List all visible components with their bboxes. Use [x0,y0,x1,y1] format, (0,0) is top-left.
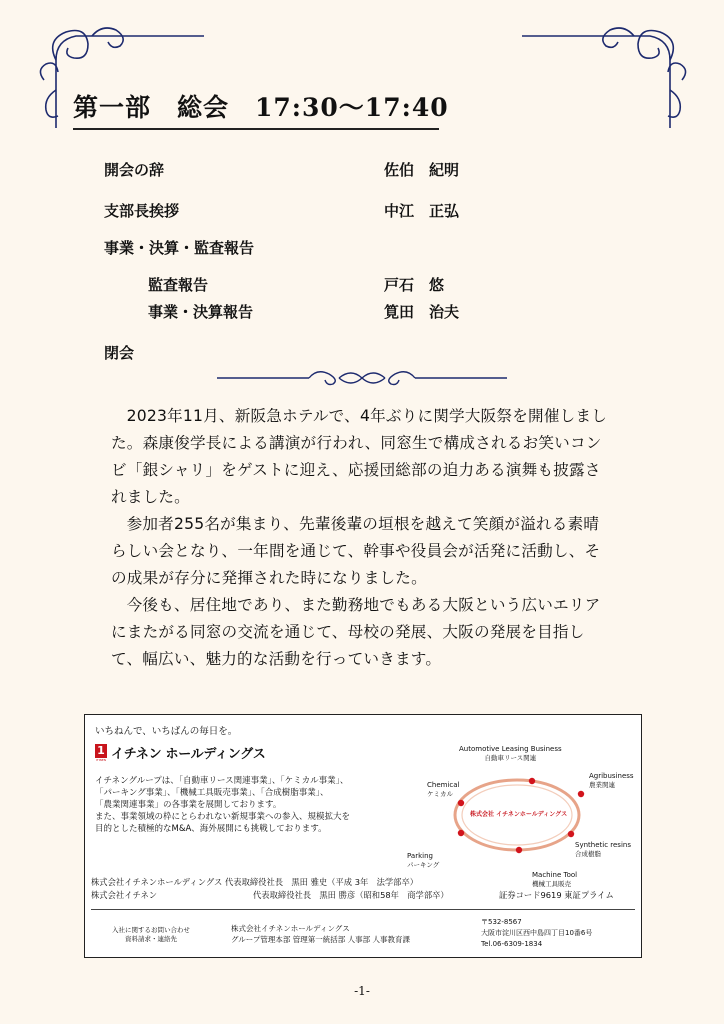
corner-ornament-right [520,20,690,130]
paragraph: 今後も、居住地であり、また勤務地でもある大阪という広いエリアにまたがる同窓の交流を通じて、母校の発展、大阪の発展を目指して、幅広い、魅力的な活動を行っていきます。 [111,596,601,668]
diagram-node-label: Agribusiness 農業関連 [589,772,634,789]
ad-tagline: いちねんで、いちばんの毎日を。 [95,726,238,737]
program-item-name: 筧田 治夫 [384,303,460,321]
advertisement [84,714,642,958]
stock-code: 証券コード9619 東証プライム [499,890,614,900]
officer-line: 代表取締役社長 黒田 勝彦（昭和58年 商学部卒） [253,890,449,900]
article-body [111,403,611,673]
program-item-name: 中江 正弘 [384,202,460,220]
diagram-node-label: Synthetic resins 合成樹脂 [575,841,631,858]
page-number: -1- [354,984,370,998]
program-item-label: 事業・決算報告 [148,303,254,321]
diagram-node-label: Automotive Leasing Business 自動車リース関連 [459,745,562,762]
diagram-node-dot [458,800,464,806]
diagram-node-dot [529,778,535,784]
logo-text: イチネン ホールディングス [111,747,266,762]
diagram-center-label: 株式会社 イチネンホールディングス [470,811,568,818]
program-item-name: 戸石 悠 [384,276,445,294]
contact-label: 入社に関するお問い合わせ 資料請求・連絡先 [112,926,190,943]
divider-ornament [217,366,507,390]
paragraph: 参加者255名が集まり、先輩後輩の垣根を越えて笑顔が溢れる素晴らしい会となり、一年間を通じて、幹事や役員会が活発に活動し、その成果が存分に発揮された時になりました。 [111,515,601,587]
contact-address: 〒532-8567 大阪市淀川区西中島四丁目10番6号 Tel.06-6309-1834 [481,918,593,948]
company-logo [95,743,265,762]
officer-company: 株式会社イチネン [91,890,158,900]
paragraph: 2023年11月、新阪急ホテルで、4年ぶりに関学大阪祭を開催しました。森康俊学長による講演が行われ、同窓生で構成されるお笑いコンビ「銀シャリ」をゲストに迎え、応援団総部の迫力ある演舞も披露されました。 [111,407,607,506]
program-item-label: 閉会 [104,344,135,362]
diagram-node-label: Chemical ケミカル [427,781,460,798]
program-item-name: 佐伯 紀明 [384,161,460,179]
ad-divider [91,909,635,910]
program-item-label: 支部長挨拶 [104,202,180,220]
officer-line: 株式会社イチネンホールディングス 代表取締役社長 黒田 雅史（平成 3年 法学部卒） [91,877,419,887]
diagram-node-dot [568,831,574,837]
diagram-node-label: Parking パーキング [407,852,440,869]
diagram-node-dot [458,830,464,836]
logo-mark-icon: 1 ITINEN [96,743,106,762]
program-item-label: 開会の辞 [104,161,165,179]
diagram-node-dot [578,791,584,797]
program-item-label: 事業・決算・監査報告 [104,239,255,257]
page-title: 第一部 総会 17:30〜17:40 [73,88,439,130]
contact-department: 株式会社イチネンホールディングス グループ管理本部 管理第一統括部 人事部 人事教育課 [231,924,411,944]
diagram-node-label: Machine Tool 機械工具販売 [532,871,578,888]
diagram-node-dot [516,847,522,853]
ad-description: イチネングループは、「自動車リース関連事業」、「ケミカル事業」、 「パーキング事業」、「機械工具販売事業」、「合成樹脂事業」、 「農業関連事業」の各事業を展開しております。 また、事業領域の枠にとらわれない新規事業への参入、規模拡大を 目的とした積極的なM&A、海外展開にも挑戦しております。 [95,776,351,834]
program-item-label: 監査報告 [148,276,209,294]
